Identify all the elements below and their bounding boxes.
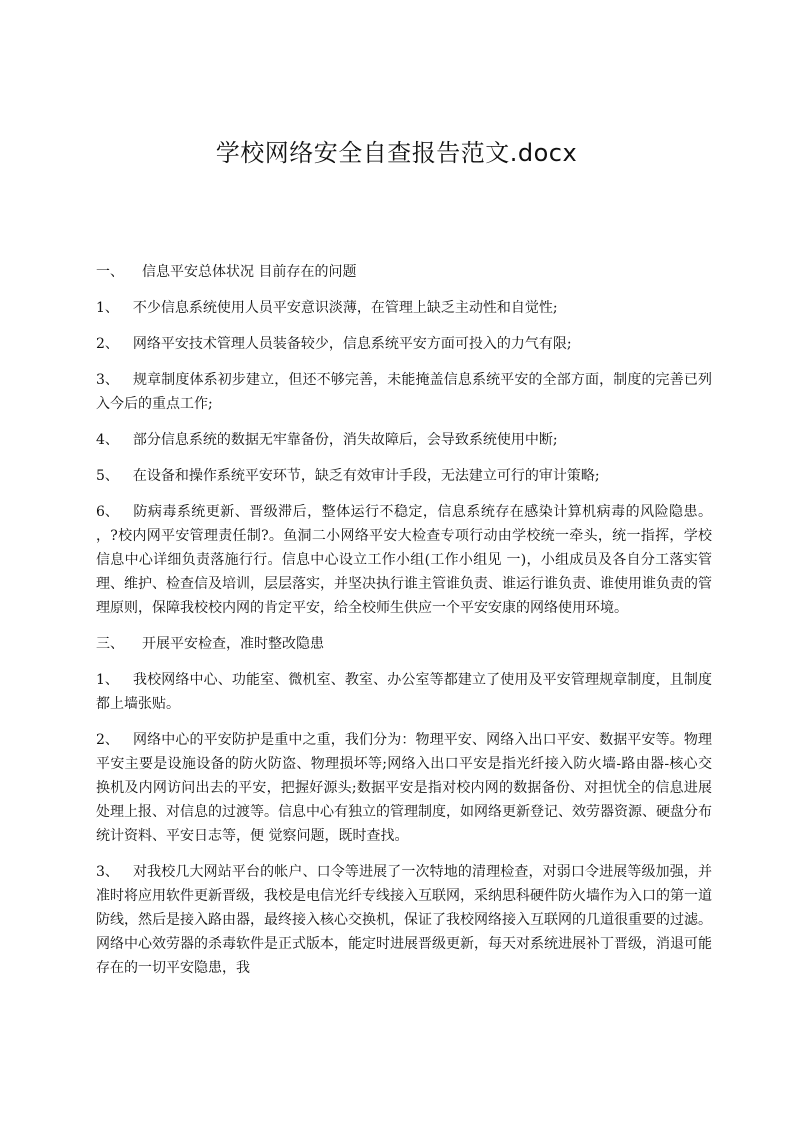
document-title: 学校网络安全自查报告范文.docx bbox=[215, 139, 578, 167]
item-number: 3、 bbox=[96, 864, 119, 880]
item-text: 在设备和操作系统平安环节，缺乏有效审计手段，无法建立可行的审计策略; bbox=[132, 468, 600, 484]
item-text: 不少信息系统使用人员平安意识淡薄，在管理上缺乏主动性和自觉性; bbox=[132, 300, 558, 316]
list-item bbox=[96, 368, 712, 416]
section-number: 三、 bbox=[96, 636, 124, 652]
document-body bbox=[96, 260, 712, 992]
item-text: 对我校几大网站平台的帐户、口令等进展了一次特地的清理检查，对弱口令进展等级加强，并准时将应用软件更新晋级，我校是电信光纤专线接入互联网，采纳思科硬件防火墙作为入口的第一道防线，然后是接入路由器，最终接入核心交换机，保证了我校网络接入互联网的几道很重要的过滤。网络中心效劳器的杀毒软件是正式版本，能定时进展晋级更新，每天对系统进展补丁晋级，消退可能存在的一切平安隐患，我 bbox=[96, 864, 712, 976]
item-text: 部分信息系统的数据无牢靠备份，消失故障后，会导致系统使用中断; bbox=[132, 432, 558, 448]
section-heading bbox=[96, 260, 712, 284]
list-item bbox=[96, 464, 712, 488]
item-number: 2、 bbox=[96, 336, 119, 352]
section-number: 一、 bbox=[96, 264, 124, 280]
list-item bbox=[96, 428, 712, 452]
list-item bbox=[96, 668, 712, 716]
item-text: 我校网络中心、功能室、微机室、教室、办公室等都建立了使用及平安管理规章制度，且制度都上墙张贴。 bbox=[96, 672, 712, 712]
item-number: 2、 bbox=[96, 732, 119, 748]
section-heading bbox=[96, 632, 712, 656]
list-item bbox=[96, 500, 712, 620]
item-text: 网络中心的平安防护是重中之重，我们分为：物理平安、网络入出口平安、数据平安等。物理平安主要是设施设备的防火防盗、物理损坏等;网络入出口平安是指光纤接入防火墙-路由器-核心交换机及内网访问出去的平安，把握好源头;数据平安是指对校内网的数据备份、对担忧全的信息进展处理上报、对信息的过渡等。信息中心有独立的管理制度，如网络更新登记、效劳器资源、硬盘分布统计资料、平安日志等，便 觉察问题，既时查找。 bbox=[96, 732, 712, 844]
section-text: 信息平安总体状况 目前存在的问题 bbox=[142, 264, 357, 280]
list-item bbox=[96, 860, 712, 980]
item-text: 防病毒系统更新、晋级滞后，整体运行不稳定，信息系统存在感染计算机病毒的风险隐患。 ，?校内网平安管理责任制?。鱼洞二小网络平安大检查专项行动由学校统一牵头，统一指挥，学校信息中心详细负责落施行行。信息中心设立工作小组(工作小组见 一)，小组成员及各自分工落实管理、维护、检查信及培训，层层落实，并坚决执行谁主管谁负责、谁运行谁负责、谁使用谁负责的管理原则，保障我校校内网的肯定平安，给全校师生供应一个平安安康的网络使用环境。 bbox=[96, 504, 712, 616]
item-number: 6、 bbox=[96, 504, 119, 520]
item-number: 1、 bbox=[96, 672, 119, 688]
list-item bbox=[96, 332, 712, 356]
item-number: 4、 bbox=[96, 432, 119, 448]
list-item bbox=[96, 728, 712, 848]
item-text: 规章制度体系初步建立，但还不够完善，未能掩盖信息系统平安的全部方面，制度的完善已列入今后的重点工作; bbox=[96, 372, 712, 412]
item-number: 1、 bbox=[96, 300, 119, 316]
section-text: 开展平安检查，准时整改隐患 bbox=[142, 636, 324, 652]
item-number: 3、 bbox=[96, 372, 119, 388]
list-item bbox=[96, 296, 712, 320]
item-text: 网络平安技术管理人员装备较少，信息系统平安方面可投入的力气有限; bbox=[132, 336, 572, 352]
item-number: 5、 bbox=[96, 468, 119, 484]
